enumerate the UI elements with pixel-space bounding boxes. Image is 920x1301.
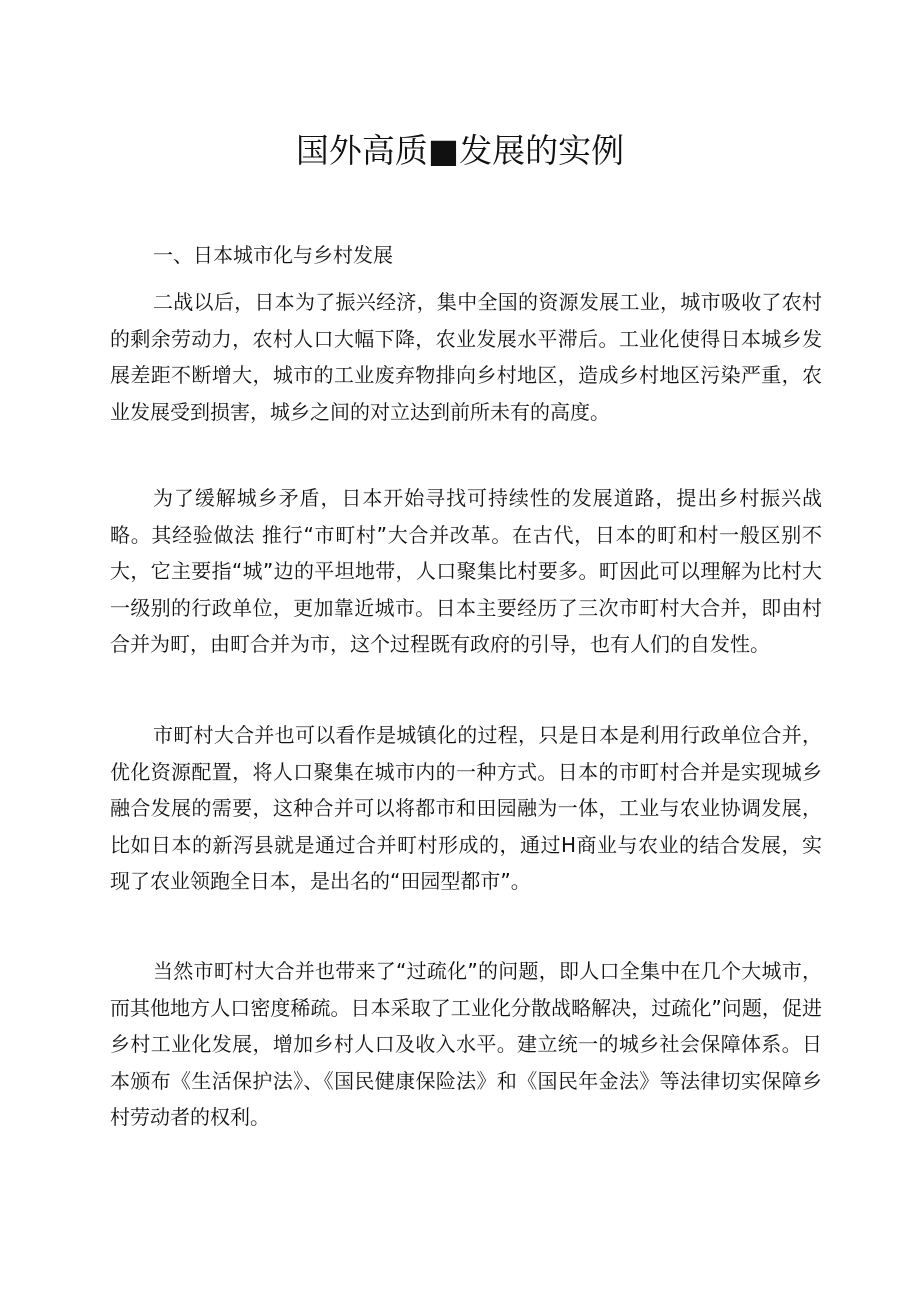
paragraph: 市町村大合并也可以看作是城镇化的过程，只是日本是利用行政单位合并，优化资源配置，将人口聚集在城市内的一种方式。日本的市町村合并是实现城乡融合发展的需要，这种合并可以将都市和田园融为一体，工业与农业协调发展，比如日本的新泻县就是通过合并町村形成的，通过H商业与农业的结合发展，实现了农业领跑全日本，是出名的“田园型都市”。: [110, 723, 822, 893]
paragraph: 当然市町村大合并也带来了“过疏化”的问题，即人口全集中在几个大城市，而其他地方人口密度稀疏。日本采取了工业化分散战略解决，过疏化”问题，促进乡村工业化发展，增加乡村人口及收入水平。建立统一的城乡社会保障体系。日本颁布《生活保护法》、《国民健康保险法》和《国民年金法》等法律切实保障乡村劳动者的权利。: [110, 959, 822, 1129]
paragraph: 为了缓解城乡矛盾，日本开始寻找可持续性的发展道路，提出乡村振兴战略。其经验做法 推行“市町村”大合并改革。在古代，日本的町和村一般区别不大，它主要指“城”边的平坦地带，人口聚集比村要多。町因此可以理解为比村大一级别的行政单位，更加靠近城市。日本主要经历了三次市町村大合并，即由村合并为町，由町合并为市，这个过程既有政府的引导，也有人们的自发性。: [110, 486, 822, 656]
paragraph: 二战以后，日本为了振兴经济，集中全国的资源发展工业，城市吸收了农村的剩余劳动力，农村人口大幅下降，农业发展水平滞后。工业化使得日本城乡发展差距不断增大，城市的工业废弃物排向乡村地区，造成乡村地区污染严重，农业发展受到损害，城乡之间的对立达到前所未有的高度。: [110, 290, 822, 424]
section-heading: 一、日本城市化与乡村发展: [153, 243, 393, 267]
document-title: 国外高质■发展的实例: [295, 131, 625, 170]
